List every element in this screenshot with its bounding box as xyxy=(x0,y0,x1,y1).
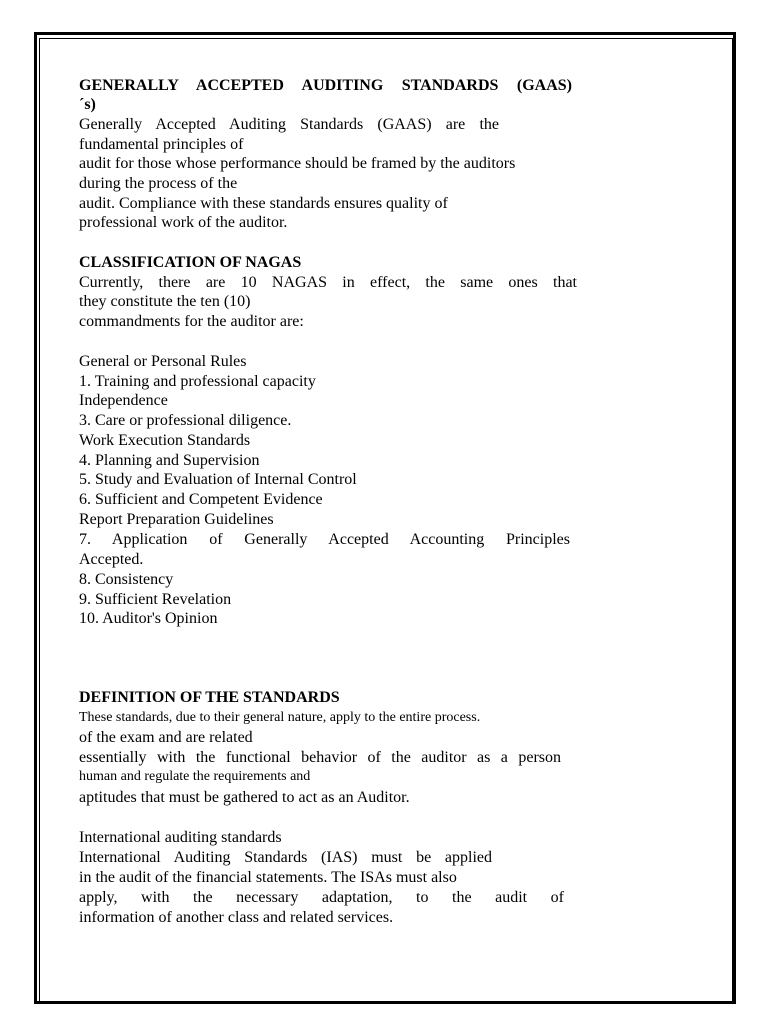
paragraph-line: These standards, due to their general nature, apply to the entire process. xyxy=(79,710,481,725)
section-heading-gaas-cont: ´s) xyxy=(79,96,96,113)
section-heading-international: International auditing standards xyxy=(79,829,282,846)
list-line: 1. Training and professional capacity xyxy=(79,373,316,390)
list-line: Work Execution Standards xyxy=(79,432,251,449)
list-line: Independence xyxy=(79,392,168,409)
list-line: 10. Auditor's Opinion xyxy=(79,610,218,627)
paragraph-line: information of another class and related services. xyxy=(79,909,394,926)
list-line: 4. Planning and Supervision xyxy=(79,452,260,469)
section-heading-definition: DEFINITION OF THE STANDARDS xyxy=(79,689,340,706)
list-line: 6. Sufficient and Competent Evidence xyxy=(79,491,323,508)
paragraph-line: during the process of the xyxy=(79,175,238,192)
paragraph-line: Currently, there are 10 NAGAS in effect, the same ones that xyxy=(79,274,577,291)
paragraph-line: human and regulate the requirements and xyxy=(79,769,311,784)
paragraph-line: in the audit of the financial statements. The ISAs must also xyxy=(79,869,457,886)
list-line: 8. Consistency xyxy=(79,571,174,588)
paragraph-line: Generally Accepted Auditing Standards (GAAS) are the xyxy=(79,116,499,133)
paragraph-line: fundamental principles of xyxy=(79,136,244,153)
list-line: 9. Sufficient Revelation xyxy=(79,591,232,608)
list-line: General or Personal Rules xyxy=(79,353,247,370)
list-line: 7. Application of Generally Accepted Accounting Principles xyxy=(79,531,570,548)
paragraph-line: they constitute the ten (10) xyxy=(79,293,251,310)
list-line: 5. Study and Evaluation of Internal Control xyxy=(79,471,357,488)
paragraph-line: of the exam and are related xyxy=(79,729,253,746)
list-line: Report Preparation Guidelines xyxy=(79,511,274,528)
paragraph-line: commandments for the auditor are: xyxy=(79,313,304,330)
paragraph-line: audit for those whose performance should be framed by the auditors xyxy=(79,155,516,172)
paragraph-line: professional work of the auditor. xyxy=(79,214,288,231)
paragraph-line: audit. Compliance with these standards ensures quality of xyxy=(79,195,448,212)
section-heading-gaas: GENERALLY ACCEPTED AUDITING STANDARDS (GAAS) xyxy=(79,77,572,94)
list-line: Accepted. xyxy=(79,551,144,568)
section-heading-nagas: CLASSIFICATION OF NAGAS xyxy=(79,254,302,271)
paragraph-line: aptitudes that must be gathered to act as an Auditor. xyxy=(79,789,410,806)
paragraph-line: apply, with the necessary adaptation, to the audit of xyxy=(79,889,564,906)
paragraph-line: essentially with the functional behavior of the auditor as a person xyxy=(79,749,561,766)
list-line: 3. Care or professional diligence. xyxy=(79,412,292,429)
paragraph-line: International Auditing Standards (IAS) must be applied xyxy=(79,849,492,866)
